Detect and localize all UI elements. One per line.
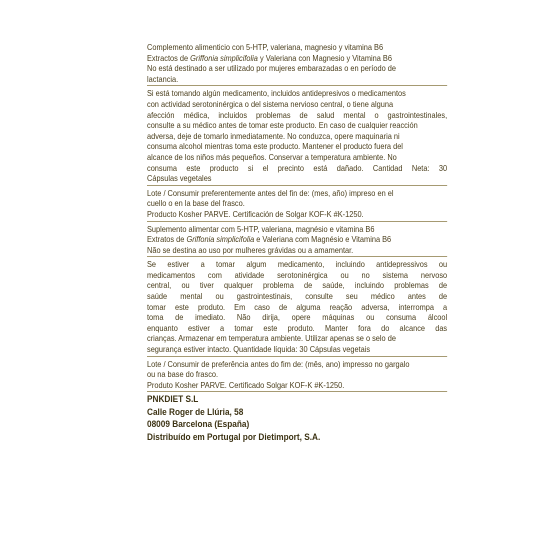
- es-body-line: con actividad serotoninérgica o del sistema nervioso central, o tiene alguna: [147, 98, 394, 109]
- es-body-line: alcance de los niños más pequeños. Conservar a temperatura ambiente. No: [147, 151, 397, 162]
- es-body-line: afección médica, incluidos problemas de salud mental o gastrointestinales,: [147, 109, 448, 120]
- language-divider: [147, 221, 447, 222]
- pt-body-line: enquanto estiver a tomar este produto. Manter fora do alcance das: [147, 322, 448, 333]
- es-body-line: Cápsulas vegetales: [147, 173, 212, 184]
- pt-body-line: central, ou tiver qualquer problema de saúde, incluindo problemas de: [147, 280, 448, 291]
- pt-body-line: Se estiver a tomar algum medicamento, incluindo antidepressivos ou: [147, 259, 448, 270]
- pt-body-line: segurança estiver intacto. Quantidade líquida: 30 Cápsulas vegetais: [147, 344, 371, 355]
- divider: [147, 85, 447, 86]
- es-lot-line: Lote / Consumir preferentemente antes del fin de: (mes, año) impreso en el: [147, 187, 394, 198]
- es-lot-line: cuello o en la base del frasco.: [147, 198, 245, 209]
- pt-header-line: Suplemento alimentar com 5-HTP, valeriana, magnésio e vitamina B6: [147, 223, 375, 234]
- es-extracts-line: Extractos de Griffonia simplicifolia y Valeriana con Magnesio y Vitamina B6: [147, 52, 392, 63]
- es-body-line: consuma este producto si el precinto está dañado. Cantidad Neta: 30: [147, 162, 448, 173]
- pt-body-line: tomar este produto. Em caso de alguma reação adversa, interrompa a: [147, 301, 448, 312]
- distributor-street: Calle Roger de Llúria, 58: [147, 406, 244, 418]
- divider: [147, 256, 447, 257]
- pt-body-line: saúde mental ou gastrointestinais, consulte seu médico antes de: [147, 291, 448, 302]
- es-body-line: consulte a su médico antes de tomar este producto. En caso de cualquier reacción: [147, 120, 418, 131]
- es-body-line: Si está tomando algún medicamento, incluidos antidepresivos o medicamentos: [147, 88, 406, 99]
- es-body-line: consuma alcohol mientras toma este producto. Mantener el producto fuera del: [147, 141, 403, 152]
- divider: [147, 356, 447, 357]
- pt-warning-line: Não se destina ao uso por mulheres grávidas ou a amamentar.: [147, 244, 354, 255]
- es-header-line: Complemento alimenticio con 5-HTP, valeriana, magnesio y vitamina B6: [147, 42, 384, 52]
- es-kosher-line: Producto Kosher PARVE. Certificación de Solgar KOF-K #K-1250.: [147, 208, 364, 219]
- distributor-block: [147, 394, 447, 444]
- product-label-text: [147, 42, 447, 444]
- pt-kosher-line: Produto Kosher PARVE. Certificado Solgar KOF-K #K-1250.: [147, 379, 345, 390]
- pt-body-line: medicamentos com atividade serotoninérgica ou no sistema nervoso: [147, 269, 448, 280]
- pt-extracts-line: Extratos de Griffonia simplicifolia e Valeriana com Magnésio e Vitamina B6: [147, 234, 392, 245]
- pt-lot-line: ou na base do frasco.: [147, 369, 219, 380]
- pt-body-line: toma de imediato. Não dirija, opere máquinas ou consuma álcool: [147, 312, 448, 323]
- es-warning-line: No está destinado a ser utilizado por mujeres embarazadas o en período de: [147, 63, 396, 74]
- distributor-city: 08009 Barcelona (España): [147, 419, 250, 431]
- pt-lot-line: Lote / Consumir de preferência antes do fim de: (mês, ano) impresso no gargalo: [147, 358, 410, 369]
- es-warning-line: lactancia.: [147, 73, 179, 84]
- distributor-portugal: Distribuído em Portugal por Dietimport, S.A.: [147, 431, 321, 443]
- divider: [147, 185, 447, 186]
- portuguese-section: [147, 224, 447, 391]
- es-body-line: adversa, deje de tomarlo inmediatamente. No conduzca, opere maquinaria ni: [147, 130, 400, 141]
- distributor-name: PNKDIET S.L: [147, 394, 199, 406]
- pt-body-line: crianças. Armazenar em temperatura ambiente. Utilizar apenas se o selo de: [147, 333, 396, 344]
- divider: [147, 391, 447, 392]
- spanish-section: [147, 42, 447, 220]
